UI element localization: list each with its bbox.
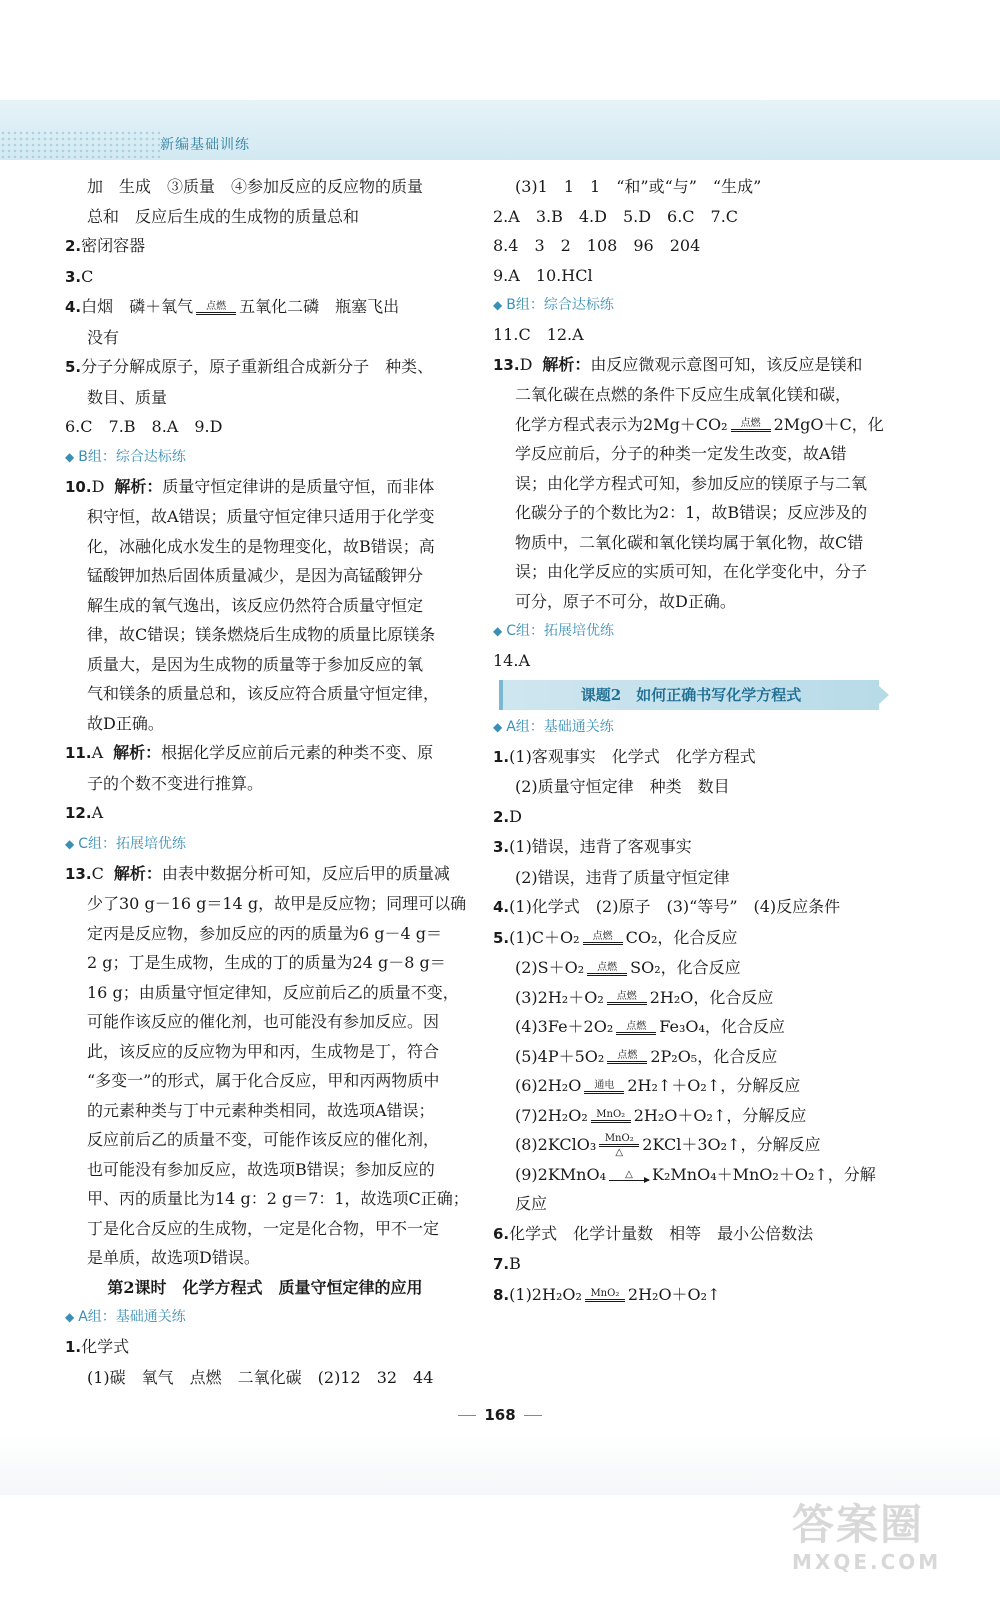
- answer-text: 分子分解成原子，原子重新组合成新分子 种类、: [81, 357, 434, 376]
- answer-text: A: [91, 743, 104, 762]
- answer-line: [493, 261, 893, 291]
- answer-line: [65, 1125, 465, 1155]
- question-number: 6.: [493, 1224, 510, 1243]
- answer-line: [493, 1101, 893, 1131]
- watermark-text: 答案圈: [792, 1500, 925, 1549]
- question-number: 4.: [65, 298, 82, 316]
- answer-text: (1)C＋O₂: [509, 927, 580, 947]
- equation-bar: [584, 1091, 624, 1094]
- answer-line: [65, 978, 465, 1008]
- equation-bar: [585, 1299, 625, 1302]
- answer-text: 2.A 3.B 4.D 5.D 6.C 7.C: [493, 206, 739, 226]
- answer-text-cont: SO₂，化合反应: [630, 958, 741, 977]
- answer-text: (3)2H₂＋O₂: [515, 987, 604, 1007]
- answer-line: [493, 587, 893, 617]
- answer-text: 白烟 磷＋氧气: [81, 297, 194, 316]
- condition-text: 点燃: [616, 991, 637, 1002]
- group-heading-text: C组：拓展培优练: [506, 623, 615, 639]
- answer-text: 子的个数不变进行推算。: [87, 773, 264, 793]
- answer-text: 可能作该反应的催化剂，也可能没有参加反应。因: [87, 1012, 440, 1031]
- answer-text-cont: K₂MnO₄＋MnO₂＋O₂↑，分解: [652, 1164, 876, 1184]
- answer-text: 误；由化学反应的实质可知，在化学变化中，分子: [515, 562, 868, 581]
- question-number: 3.: [493, 838, 510, 856]
- answer-text: 14.A: [493, 651, 530, 670]
- answer-line: [493, 410, 893, 440]
- answer-text-cont: 2MgO＋C，化: [773, 414, 884, 434]
- reaction-condition-sign: [584, 1080, 624, 1094]
- answer-text: 8.4 3 2 108 96 204: [493, 236, 701, 255]
- answer-text: 9.A 10.HCl: [493, 265, 593, 285]
- group-heading-text: B组：综合达标练: [506, 297, 614, 313]
- answer-text: 也可能没有参加反应，故选项B错误；参加反应的: [87, 1159, 435, 1179]
- right-column: [493, 172, 893, 1310]
- analysis-label: 解析：: [114, 476, 163, 496]
- answer-line: [65, 352, 465, 383]
- answer-line: [65, 1096, 465, 1126]
- answer-text-cont: 2H₂O，化合反应: [649, 987, 774, 1007]
- section-banner: 课题2 如何正确书写化学方程式: [499, 680, 879, 710]
- answer-line: [65, 948, 465, 978]
- answer-line: [65, 679, 465, 709]
- answer-text: 没有: [87, 327, 120, 347]
- answer-line: [493, 1189, 893, 1219]
- answer-line: [65, 561, 465, 591]
- equation-bar: [591, 1120, 631, 1123]
- answer-line: [493, 892, 893, 923]
- answer-text: 可分，原子不可分，故D正确。: [515, 591, 736, 611]
- answer-text: 甲、丙的质量比为14 g：2 g＝7：1，故选项C正确；: [87, 1189, 469, 1208]
- answer-line: [65, 859, 465, 890]
- answer-text: 加 生成 ③质量 ④参加反应的反应物的质量: [87, 177, 424, 196]
- answer-text: C: [81, 266, 94, 286]
- answer-text: 故D正确。: [87, 713, 164, 733]
- condition-text: 点燃: [597, 961, 618, 973]
- answer-text: 误；由化学方程式可知，参加反应的镁原子与二氧: [515, 473, 868, 493]
- answer-text: 数目、质量: [87, 387, 168, 407]
- question-number: 7.: [493, 1255, 510, 1273]
- answer-text: 此，该反应的反应物为甲和丙，生成物是丁，符合: [87, 1041, 440, 1061]
- answer-text: 物质中，二氧化碳和氧化镁均属于氧化物，故C错: [515, 532, 864, 552]
- question-number: 1.: [65, 1338, 82, 1356]
- answer-line: [65, 1066, 465, 1096]
- question-number: 13.: [65, 864, 92, 883]
- equation-bar: [607, 1002, 647, 1005]
- reaction-condition-sign: [583, 931, 623, 945]
- answer-line: [65, 231, 465, 262]
- answer-line: [493, 923, 893, 954]
- question-number: 2.: [65, 237, 82, 255]
- question-number: 1.: [493, 747, 510, 766]
- answer-text: 定丙是反应物，参加反应的丙的质量为6 g－4 g＝: [87, 923, 443, 943]
- condition-text: MnO₂: [604, 1133, 634, 1144]
- reaction-condition-sign: [607, 991, 647, 1005]
- answer-line: [493, 231, 893, 261]
- answer-line: [493, 953, 893, 983]
- answer-text: 锰酸钾加热后固体质量减少，是因为高锰酸钾分: [87, 566, 424, 585]
- answer-text: 11.C 12.A: [493, 325, 584, 344]
- answer-line: [65, 323, 465, 353]
- reaction-condition-sign: [599, 1133, 639, 1158]
- answer-text: 学反应前后，分子的种类一定发生改变，故A错: [515, 444, 847, 463]
- answer-line: [65, 1184, 469, 1214]
- answer-line: [65, 1007, 465, 1037]
- answer-line: [493, 557, 893, 587]
- condition-text: 点燃: [626, 1020, 647, 1032]
- left-column: [65, 172, 469, 1392]
- answer-text: B: [509, 1254, 521, 1273]
- equation-bar: [609, 1180, 649, 1182]
- answer-text: 2 g；丁是生成物，生成的丁的质量为24 g－8 g＝: [87, 953, 446, 972]
- answer-line: [65, 502, 465, 532]
- diamond-icon: ◆: [493, 298, 503, 312]
- question-number: 12.: [65, 804, 92, 822]
- answer-line: [65, 650, 465, 680]
- header-band: [0, 100, 1000, 160]
- answer-line: [65, 1243, 465, 1273]
- answer-text: (4)3Fe＋2O₂: [515, 1017, 614, 1036]
- group-heading-text: B组：综合达标练: [78, 448, 186, 465]
- answer-text-cont: 由反应微观示意图可知，该反应是镁和: [590, 354, 863, 374]
- answer-text: 的元素种类与丁中元素种类相同，故选项A错误；: [87, 1100, 435, 1120]
- lesson-title: 第2课时 化学方程式 质量守恒定律的应用: [107, 1277, 423, 1297]
- diamond-icon: ◆: [65, 449, 75, 464]
- answer-text: 化学式 化学计量数 相等 最小公倍数法: [509, 1223, 814, 1243]
- group-heading: [65, 1302, 465, 1332]
- answer-text: (5)4P＋5O₂: [515, 1046, 605, 1066]
- group-heading-text: A组：基础通关练: [78, 1309, 186, 1325]
- condition-text-bottom: △: [615, 1147, 624, 1158]
- answer-line: [493, 1249, 893, 1280]
- answer-text: 总和 反应后生成的生成物的质量总和: [87, 206, 360, 226]
- answer-line: [493, 772, 893, 802]
- answer-line: [493, 742, 893, 773]
- answer-text: (8)2KClO₃: [515, 1135, 597, 1154]
- condition-text: 点燃: [206, 300, 227, 312]
- answer-text: (1)客观事实 化学式 化学方程式: [509, 746, 756, 766]
- answer-text-cont: CO₂，化合反应: [625, 927, 738, 947]
- condition-text: 点燃: [740, 418, 761, 429]
- answer-line: [65, 889, 465, 919]
- answer-line: [65, 1037, 465, 1067]
- answer-line: [65, 472, 465, 503]
- answer-text: (2)质量守恒定律 种类 数目: [515, 777, 730, 796]
- answer-text-cont: 质量守恒定律讲的是质量守恒，而非体: [162, 476, 435, 496]
- page-number: [0, 1406, 1000, 1424]
- answer-line: [493, 1130, 893, 1160]
- answer-line: [493, 469, 893, 499]
- diamond-icon: ◆: [493, 719, 503, 734]
- diamond-icon: ◆: [65, 1310, 75, 1324]
- answer-text: 化学方程式表示为2Mg＋CO₂: [515, 414, 728, 434]
- answer-text: 化学式: [81, 1337, 130, 1356]
- answer-line: [65, 738, 465, 769]
- answer-text: (2)错误，违背了质量守恒定律: [515, 867, 730, 887]
- answer-text: 解生成的氧气逸出，该反应仍然符合质量守恒定: [87, 595, 424, 615]
- group-heading: [493, 712, 893, 742]
- answer-line: [65, 292, 465, 323]
- condition-text: MnO₂: [590, 1288, 620, 1299]
- answer-line: [493, 1160, 893, 1190]
- reaction-condition-sign: [196, 301, 236, 315]
- header-dot-pattern: [0, 130, 160, 158]
- answer-text: (1)碳 氧气 点燃 二氧化碳 (2)12 32 44: [87, 1367, 434, 1387]
- analysis-label: 解析：: [113, 743, 162, 762]
- condition-text: △: [625, 1168, 633, 1180]
- reaction-condition-sign: [609, 1169, 649, 1182]
- answer-line: [65, 798, 465, 829]
- answer-line: [65, 1332, 465, 1363]
- answer-line: [493, 1042, 893, 1072]
- reaction-condition-sign: [585, 1288, 625, 1302]
- condition-text: 点燃: [592, 931, 613, 942]
- footer-band: [0, 1435, 1000, 1495]
- answer-text: (1)错误，违背了客观事实: [509, 837, 692, 856]
- group-heading-text: A组：基础通关练: [506, 718, 614, 735]
- answer-line: [493, 1280, 893, 1311]
- question-number: 13.: [493, 355, 520, 374]
- answer-text: (9)2KMnO₄: [515, 1164, 607, 1184]
- header-title: 新编基础训练: [160, 137, 250, 153]
- answer-text: 少了30 g－16 g＝14 g，故甲是反应物；同理可以确: [87, 894, 467, 913]
- answer-text-cont: 2KCl＋3O₂↑，分解反应: [642, 1135, 821, 1154]
- answer-text: (6)2H₂O: [515, 1076, 582, 1095]
- answer-line: [65, 262, 465, 293]
- group-heading: [65, 829, 465, 859]
- reaction-condition-sign: [607, 1050, 647, 1064]
- question-number: 5.: [65, 358, 82, 376]
- question-number: 10.: [65, 477, 92, 496]
- answer-line: [493, 1071, 893, 1101]
- answer-line: [65, 383, 465, 413]
- answer-text: 是单质，故选项D错误。: [87, 1248, 260, 1267]
- answer-text-cont: 2P₂O₅，化合反应: [650, 1046, 778, 1066]
- answer-text-cont: Fe₃O₄，化合反应: [659, 1017, 785, 1036]
- answer-text: 二氧化碳在点燃的条件下反应生成氧化镁和碳，: [515, 385, 852, 404]
- condition-text: MnO₂: [596, 1109, 626, 1120]
- group-heading: [493, 290, 893, 320]
- equation-bar: [731, 429, 771, 432]
- answer-text-cont: 由表中数据分析可知，反应后甲的质量减: [161, 863, 450, 883]
- group-heading: [65, 442, 465, 472]
- answer-text: (1)化学式 (2)原子 (3)“等号” (4)反应条件: [509, 897, 841, 916]
- group-heading-text: C组：拓展培优练: [78, 835, 187, 852]
- analysis-label: 解析：: [542, 354, 591, 374]
- answer-line: [493, 380, 893, 410]
- condition-text: 通电: [594, 1079, 615, 1091]
- answer-line: [493, 832, 893, 863]
- equation-bar: [616, 1032, 656, 1035]
- answer-text-cont: 五氧化二磷 瓶塞飞出: [239, 297, 400, 316]
- analysis-label: 解析：: [113, 863, 162, 883]
- answer-line: [493, 646, 893, 676]
- answer-line: [65, 620, 465, 650]
- reaction-condition-sign: [731, 418, 771, 432]
- reaction-condition-sign: [616, 1021, 656, 1035]
- answer-line: [493, 528, 893, 558]
- answer-line: [493, 1012, 893, 1042]
- answer-text: 6.C 7.B 8.A 9.D: [65, 417, 223, 436]
- answer-line: [65, 591, 465, 621]
- answer-line: [65, 172, 465, 202]
- answer-text: (7)2H₂O₂: [515, 1105, 588, 1125]
- answer-text: (1)2H₂O₂: [509, 1284, 582, 1304]
- answer-line: [493, 1219, 893, 1250]
- reaction-condition-sign: [591, 1109, 631, 1123]
- answer-text: 律，故C错误；镁条燃烧后生成物的质量比原镁条: [87, 625, 436, 644]
- answer-line: [493, 439, 893, 469]
- question-number: 8.: [493, 1285, 510, 1304]
- answer-text: 反应: [515, 1194, 548, 1213]
- answer-line: [65, 202, 465, 232]
- answer-line: [65, 709, 465, 739]
- answer-line: [493, 863, 893, 893]
- answer-line: [65, 412, 465, 442]
- answer-text: C: [91, 863, 104, 883]
- answer-text: (3)1 1 1 “和”或“与” “生成”: [515, 177, 762, 196]
- page-number-text: 168: [484, 1406, 516, 1424]
- answer-text: 质量大，是因为生成物的质量等于参加反应的氧: [87, 654, 424, 674]
- answer-text: 积守恒，故A错误；质量守恒定律只适用于化学变: [87, 507, 435, 526]
- reaction-condition-sign: [587, 962, 627, 976]
- answer-text: 气和镁条的质量总和，该反应符合质量守恒定律，: [87, 684, 440, 703]
- question-number: 11.: [65, 744, 92, 762]
- answer-text: D: [91, 476, 105, 496]
- equation-bar: [587, 973, 627, 976]
- diamond-icon: ◆: [493, 624, 503, 638]
- answer-text: 16 g；由质量守恒定律知，反应前后乙的质量不变，: [87, 982, 459, 1002]
- answer-line: [493, 202, 893, 232]
- answer-text: 密闭容器: [81, 236, 146, 255]
- answer-text: A: [91, 803, 104, 822]
- answer-text: 反应前后乙的质量不变，可能作该反应的催化剂，: [87, 1130, 440, 1149]
- answer-text-cont: 2H₂O＋O₂↑，分解反应: [633, 1105, 807, 1125]
- question-number: 3.: [65, 267, 82, 286]
- answer-line: [65, 769, 465, 799]
- answer-text: (2)S＋O₂: [515, 958, 585, 977]
- watermark-url: MXQE.COM: [792, 1550, 942, 1574]
- answer-line: [65, 1214, 465, 1244]
- question-number: 2.: [493, 807, 510, 826]
- answer-text: 化碳分子的个数比为2：1，故B错误；反应涉及的: [515, 503, 868, 522]
- condition-text: 点燃: [617, 1050, 638, 1061]
- question-number: 4.: [493, 898, 510, 916]
- answer-text: D: [509, 806, 522, 826]
- equation-bar: [607, 1061, 647, 1064]
- equation-bar: [583, 942, 623, 945]
- answer-text: D: [519, 354, 533, 374]
- answer-text-cont: 2H₂O＋O₂↑: [627, 1284, 721, 1304]
- group-heading: [493, 616, 893, 646]
- answer-line: [493, 350, 893, 381]
- equation-bar: [196, 312, 236, 315]
- answer-line: [493, 802, 893, 833]
- answer-line: [493, 498, 893, 528]
- diamond-icon: ◆: [65, 836, 75, 851]
- answer-line: [65, 1155, 465, 1185]
- answer-text-cont: 2H₂↑＋O₂↑，分解反应: [627, 1076, 801, 1095]
- answer-line: [65, 919, 465, 949]
- answer-text: 化，冰融化成水发生的是物理变化，故B错误；高: [87, 536, 435, 556]
- answer-line: [65, 1363, 465, 1393]
- answer-line: [493, 172, 893, 202]
- answer-line: [493, 320, 893, 350]
- answer-line: [493, 983, 893, 1013]
- watermark-logo: [792, 1500, 982, 1590]
- answer-line: [65, 532, 465, 562]
- answer-text: 丁是化合反应的生成物，一定是化合物，甲不一定: [87, 1218, 440, 1238]
- answer-text-cont: 根据化学反应前后元素的种类不变、原: [161, 743, 434, 762]
- question-number: 5.: [493, 928, 510, 947]
- answer-text: “多变一”的形式，属于化合反应，甲和丙两物质中: [87, 1071, 440, 1090]
